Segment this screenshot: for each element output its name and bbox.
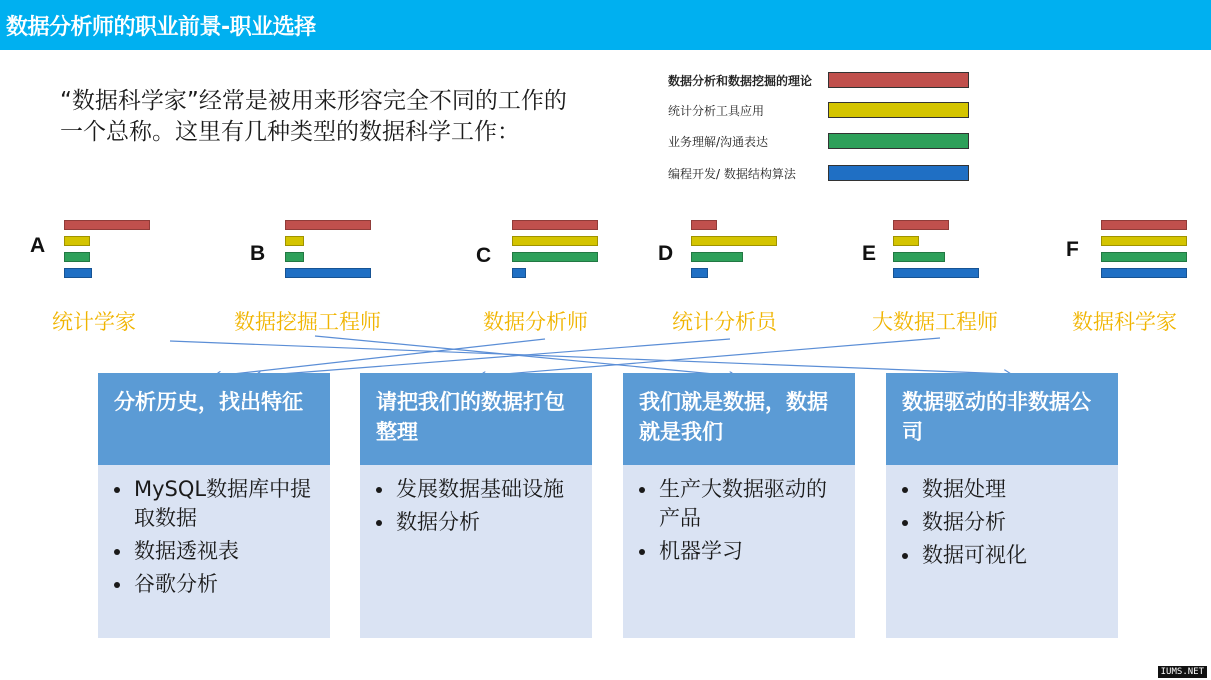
legend-label: 数据分析和数据挖掘的理论 (668, 74, 813, 88)
box-title: 请把我们的数据打包整理 (360, 373, 592, 465)
list-item: 生产大数据驱动的产品 (637, 475, 847, 533)
role-letter: B (250, 242, 266, 265)
list-item: 谷歌分析 (112, 570, 322, 599)
watermark: IUMS.NET (1158, 666, 1207, 678)
list-item: 数据处理 (900, 475, 1110, 504)
bullet-icon (639, 487, 645, 493)
legend-label: 业务理解/沟通表达 (668, 135, 769, 149)
role-letter: E (862, 242, 877, 265)
bullet-icon (114, 549, 120, 555)
bullet-icon (902, 487, 908, 493)
role-letter: C (476, 244, 492, 267)
box-body (886, 465, 1118, 638)
role-name: 数据科学家 (1072, 310, 1177, 334)
role-letter: F (1066, 238, 1079, 261)
list-item: 数据分析 (374, 508, 584, 537)
box-title: 我们就是数据，数据就是我们 (623, 373, 855, 465)
list-item: 数据分析 (900, 508, 1110, 537)
connector-line (315, 336, 735, 376)
role-letter: D (658, 242, 674, 265)
bullet-icon (376, 520, 382, 526)
list-item: 数据透视表 (112, 537, 322, 566)
job-type-box-data-driven (886, 373, 1118, 638)
box-title: 分析历史，找出特征 (98, 373, 330, 465)
bullet-icon (114, 582, 120, 588)
list-item: MySQL数据库中提取数据 (112, 475, 322, 533)
box-body (98, 465, 330, 638)
role-letter: A (30, 234, 46, 257)
box-title: 数据驱动的非数据公司 (886, 373, 1118, 465)
role-name: 数据分析师 (483, 310, 588, 334)
bullet-icon (902, 520, 908, 526)
list-item: 发展数据基础设施 (374, 475, 584, 504)
intro-text: “数据科学家”经常是被用来形容完全不同的工作的一个总称。这里有几种类型的数据科学工作： (60, 88, 567, 145)
bullet-icon (902, 553, 908, 559)
role-name: 大数据工程师 (872, 310, 998, 334)
bullet-icon (639, 549, 645, 555)
role-name: 统计分析员 (672, 310, 777, 334)
job-type-box-data-product (623, 373, 855, 638)
legend-label: 编程开发/ 数据结构算法 (668, 167, 796, 181)
list-item: 机器学习 (637, 537, 847, 566)
bullet-icon (376, 487, 382, 493)
page-title: 数据分析师的职业前景-职业选择 (6, 15, 316, 40)
connector-line (170, 341, 1010, 374)
list-item: 数据可视化 (900, 541, 1110, 570)
connector-line (480, 338, 940, 376)
box-body (623, 465, 855, 638)
box-body (360, 465, 592, 638)
bullet-icon (114, 487, 120, 493)
job-type-box-history (98, 373, 330, 638)
role-name: 统计学家 (52, 310, 136, 334)
role-name: 数据挖掘工程师 (234, 310, 381, 334)
job-type-box-package (360, 373, 592, 638)
legend-label: 统计分析工具应用 (668, 104, 765, 118)
